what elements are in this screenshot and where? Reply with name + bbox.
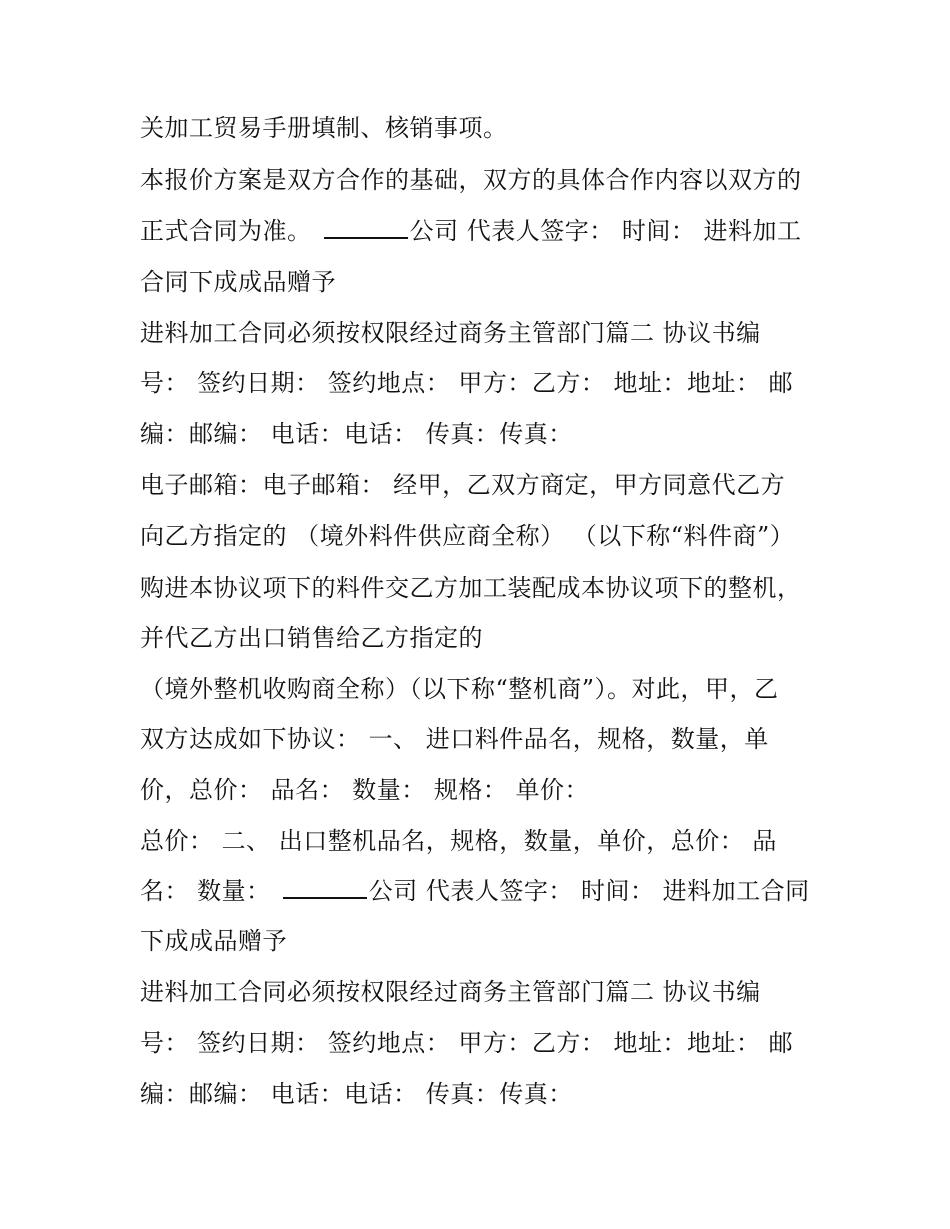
text-line-9: 向乙方指定的 （境外料件供应商全称） （以下称“料件商”） — [140, 522, 795, 550]
text-line-7: 编：邮编： 电话：电话： 传真：传真： — [140, 420, 573, 448]
text-segment: 公司 代表人签字： 时间： 进料加工合同 — [368, 877, 810, 905]
text-segment: 名： 数量： — [140, 877, 271, 905]
text-line-3 — [140, 216, 802, 246]
text-line-18: 进料加工合同必须按权限经过商务主管部门篇二 协议书编 — [140, 978, 761, 1006]
text-line-8: 电子邮箱：电子邮箱： 经甲，乙双方商定，甲方同意代乙方 — [140, 471, 786, 499]
text-line-10: 购进本协议项下的料件交乙方加工装配成本协议项下的整机， — [140, 574, 802, 602]
text-line-4: 合同下成成品赠予 — [140, 268, 336, 296]
signature-blank — [324, 217, 408, 239]
text-line-12: （境外整机收购商全称）（以下称“整机商”）。对此，甲，乙 — [140, 675, 779, 703]
text-line-19: 号： 签约日期： 签约地点： 甲方：乙方： 地址：地址： 邮 — [140, 1029, 794, 1057]
text-segment: 正式合同为准。 — [140, 217, 312, 245]
text-line-14: 价，总价： 品名： 数量： 规格： 单价： — [140, 776, 590, 804]
signature-blank — [283, 877, 367, 899]
text-line-5: 进料加工合同必须按权限经过商务主管部门篇二 协议书编 — [140, 319, 761, 347]
text-line-2: 本报价方案是双方合作的基础，双方的具体合作内容以双方的 — [140, 166, 802, 194]
text-line-16 — [140, 876, 810, 906]
text-line-17: 下成成品赠予 — [140, 927, 287, 955]
text-line-6: 号： 签约日期： 签约地点： 甲方：乙方： 地址：地址： 邮 — [140, 369, 794, 397]
text-line-15: 总价： 二、 出口整机品名，规格，数量，单价，总价： 品 — [140, 827, 777, 855]
text-line-13: 双方达成如下协议： 一、 进口料件品名，规格，数量，单 — [140, 725, 769, 753]
text-line-11: 并代乙方出口销售给乙方指定的 — [140, 624, 483, 652]
text-line-20: 编：邮编： 电话：电话： 传真：传真： — [140, 1080, 573, 1108]
text-line-1: 关加工贸易手册填制、核销事项。 — [140, 114, 508, 142]
text-segment: 公司 代表人签字： 时间： 进料加工 — [409, 217, 802, 245]
